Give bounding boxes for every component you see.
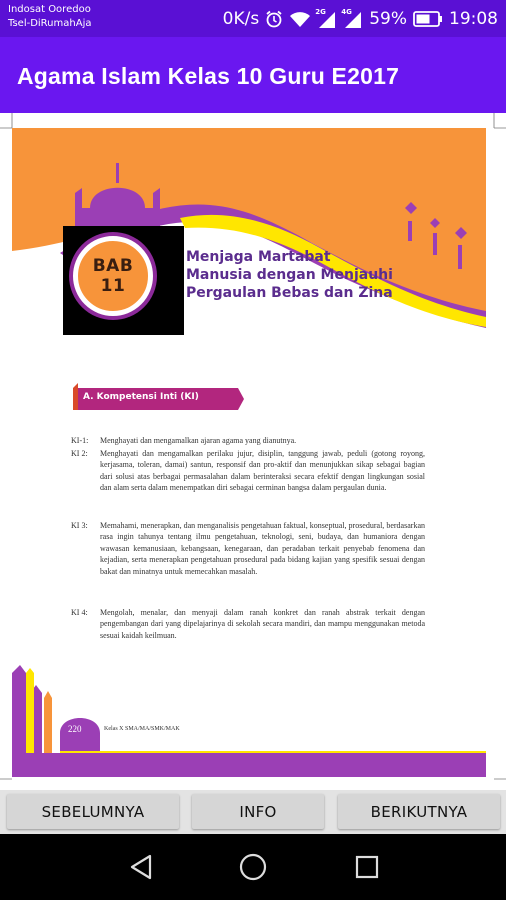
chapter-label: BAB [92,256,134,276]
chapter-title-line: Menjaga Martabat [186,249,331,265]
system-navigation-bar [0,834,506,900]
alarm-icon [265,10,283,28]
previous-button[interactable]: SEBELUMNYA [7,794,179,829]
ki-text: Memahami, menerapkan, dan menganalisis pengetahuan faktual, konseptual, prosedural, berdasarkan rasa ingin tahunya tentang ilmu pengetahuan, teknologi, seni, budaya, dan humaniora dengan wawasan kemanusiaan, kebangsaan, kenegaraan, dan peradaban terkait penyebab fenomena dan kejadian, serta menerapkan pengetahuan prosedural pada bidang kajian yang spesifik sesuai dengan bakat dan minatnya untuk memecahkan masalah. [100,521,425,576]
ki-code: KI 4: [71,608,88,617]
wifi-icon [289,11,311,27]
ki-text: Menghayati dan mengamalkan perilaku jujur, disiplin, tanggung jawab, peduli (gotong royong, kerjasama, toleran, damai) santun, responsif dan pro-aktif dan menunjukkan sikap sebagai bagian dari solusi atas berbagai permasalahan dalam berinteraksi secara efektif dengan lingkungan sosial dan alam serta dalam menempatkan diri sebagai cerminan bangsa dalam pergaulan dunia. [100,449,425,493]
carrier-name-2: Tsel-DiRumahAja [8,18,92,29]
chapter-title [186,248,416,302]
carrier-name-1: Indosat Ooredoo [8,4,91,15]
chapter-number: 11 [100,276,126,296]
ki-code: KI-1: [71,436,89,445]
page-number: 220 [68,724,82,734]
info-button[interactable]: INFO [192,794,324,829]
ki-item [71,607,426,643]
app-title: Agama Islam Kelas 10 Guru E2017 [17,63,400,89]
button-bar [0,790,506,834]
status-bar [0,0,506,37]
ki-item [71,520,426,606]
page-footer-text: Kelas X SMA/MA/SMK/MAK [104,726,180,732]
ki-item [71,435,426,447]
back-icon[interactable] [126,852,156,882]
footer-ornament [12,665,486,777]
network-speed: 0K/s [222,8,260,29]
battery-icon [413,11,443,27]
recents-icon[interactable] [352,852,382,882]
ki-item [71,448,426,518]
ki-text: Menghayati dan mengamalkan ajaran agama yang dianutnya. [100,436,297,445]
ki-code: KI 3: [71,521,88,530]
section-header-label: A. Kompetensi Inti (KI) [83,392,199,402]
status-indicators [223,0,498,37]
chapter-title-line: Pergaulan Bebas dan Zina [186,285,393,301]
clock: 19:08 [449,8,498,29]
battery-percent: 59% [369,8,407,29]
signal-type-label: 4G [341,7,352,16]
ki-code: KI 2: [71,449,88,458]
home-icon[interactable] [238,852,268,882]
section-header [73,388,243,410]
chapter-badge [63,226,184,335]
signal-type-label: 2G [315,7,326,16]
chapter-badge-circle [73,236,153,316]
crop-mark [0,113,506,128]
next-button[interactable]: BERIKUTNYA [338,794,500,829]
signal-icon [341,7,363,28]
book-page[interactable] [0,113,506,790]
app-bar [0,37,506,113]
chapter-title-line: Manusia dengan Menjauhi [186,267,393,283]
ki-text: Mengolah, menalar, dan menyaji dalam ranah konkret dan ranah abstrak terkait dengan pengembangan dari yang dipelajarinya di sekolah secara mandiri, dan mampu menggunakan metoda sesuai kaidah keilmuan. [100,608,425,640]
signal-icon [315,7,337,28]
